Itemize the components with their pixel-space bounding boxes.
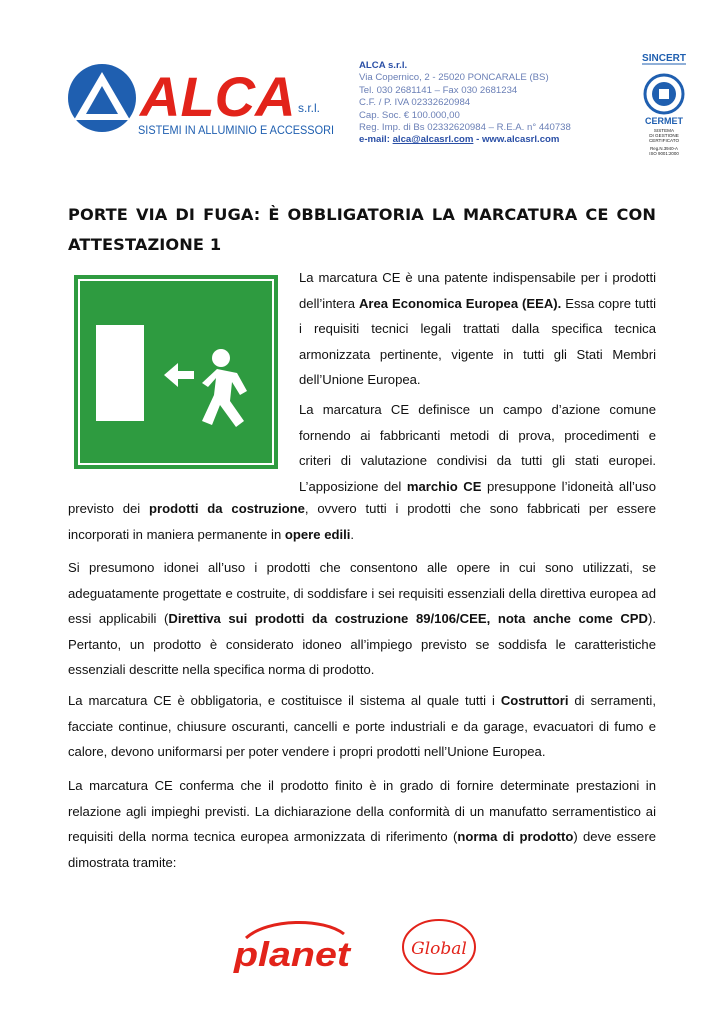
p3-text: Si presumono idonei all’uso i prodotti che consentono alle opere in cui sono utilizzati, se adeguatamente progettate e costruite, di soddisfare i sei requisiti essenziali della direttiva europea ad essi applicabili ( [68,560,656,627]
p2-text: previsto dei [68,501,150,516]
p2-text: L’apposizione del [299,478,407,494]
alca-logo [66,62,336,142]
p1-line: i requisiti tecnici legali trattati dalla specifica tecnica [299,321,656,337]
global-logo-text: Global [411,939,467,959]
page-title: PORTE VIA DI FUGA: È OBBLIGATORIA LA MARCATURA CE CON ATTESTAZIONE 1 [68,205,656,254]
p2-line: fornendo ai fabbricanti metodi di prova, procedimenti e [299,427,656,443]
company-cf-piva: C.F. / P. IVA 02332620984 [359,97,471,109]
paragraph-5 [68,773,656,875]
p3-text: ). Pertanto, un prodotto è considerato idoneo all’impiego previsto se soddisfa le caratteristiche essenziali descritte nella specifica norma di prodotto. [68,611,656,678]
p2-bold: opere edili [284,526,351,542]
p4-bold: Costruttori [500,693,569,708]
p5-text: ) deve essere dimostrata tramite: [68,829,656,870]
company-contacts [359,134,571,146]
p5-text: La marcatura CE conferma che il prodotto finito è in grado di fornire determinate prestazioni in relazione agli impieghi previsti. La dichiarazione della conformità di un manufatto serramentistico ai requisiti della norma tecnica europea armonizzata di riferimento ( [68,778,656,845]
company-registry: Reg. Imp. di Bs 02332620984 – R.E.A. n° 440738 [359,122,571,134]
paragraph-4 [68,688,656,765]
web-link[interactable]: www.alcasrl.com [481,134,560,146]
company-name: ALCA s.r.l. [359,60,408,71]
cert-line-3: CERTIFICATO [648,138,680,143]
cert-line-2: DI GESTIONE [649,133,679,138]
logo-suffix: s.r.l. [298,101,321,115]
company-address: Via Copernico, 2 - 25020 PONCARALE (BS) [359,72,549,84]
p1-line: dell’Unione Europea. [299,372,421,388]
p3-bold: Direttiva sui prodotti da costruzione 89/106/CEE, nota anche come CPD [168,611,648,627]
p4-text: La marcatura CE è obbligatoria, e costituisce il sistema al quale tutti i [68,693,501,708]
paragraph-2 [299,397,656,499]
paragraph-3 [68,555,656,683]
company-capital: Cap. Soc. € 100.000,00 [359,109,460,121]
p2-text: . [350,526,355,542]
emergency-exit-sign-image [74,275,278,469]
p2-text: , ovvero tutti i prodotti che sono fabbricati per essere [304,501,656,516]
paragraph-2-continued [68,496,656,547]
sincert-label: SINCERT [642,53,686,64]
company-phone: Tel. 030 2681141 – Fax 030 2681234 [359,84,518,96]
p2-bold: prodotti da costruzione [149,501,305,516]
p2-text: presuppone l’idoneità all’uso [481,478,656,494]
cert-reg: Reg.N.3940-A [650,146,678,151]
planet-logo-text: planet [232,936,352,974]
p4-text: di serramenti, facciate continue, chiusure oscuranti, cancelli e porte industriali e da garage, evacuatori di fumo e calore, devono uniformarsi per poter vendere i propri prodotti nell’Unione Europea. [68,693,656,760]
logo-tagline: SISTEMI IN ALLUMINIO E ACCESSORI [138,123,334,137]
p5-bold: norma di prodotto [457,829,574,845]
p1-text: Essa copre tutti [561,295,656,311]
alca-triangle-mark [68,64,136,132]
p1-bold: Area Economica Europea (EEA). [358,295,562,311]
cermet-certification-mark [636,50,692,160]
web-separator: - [473,134,482,146]
cert-line-1: SISTEMA [653,128,675,133]
p2-line: criteri di valutazione condivisi da tutti gli stati europei. [299,453,656,469]
email-label: e-mail: [359,134,393,146]
cermet-label: CERMET [645,116,683,126]
email-link[interactable]: alca@alcasrl.com [392,134,474,146]
p1-line: La marcatura CE è una patente indispensabile per i prodotti [299,270,656,285]
planet-logo [228,920,356,978]
paragraph-1 [299,265,656,393]
p2-line: La marcatura CE definisce un campo d’azione comune [299,402,656,417]
p2-line [68,522,656,548]
p1-line [299,291,656,317]
logo-text: ALCA [140,65,296,128]
p2-line [68,496,656,522]
door-icon [96,325,144,421]
cert-iso: ISO 9001:2000 [649,151,679,156]
p1-text: dell’intera [299,295,359,311]
global-logo [400,918,478,976]
p1-line: armonizzata pertinente, vigente in tutti gli Stati Membri [299,346,656,362]
p2-bold: marchio CE [406,478,482,494]
company-info [359,60,571,147]
p2-text: incorporati in maniera permanente in [68,526,285,542]
